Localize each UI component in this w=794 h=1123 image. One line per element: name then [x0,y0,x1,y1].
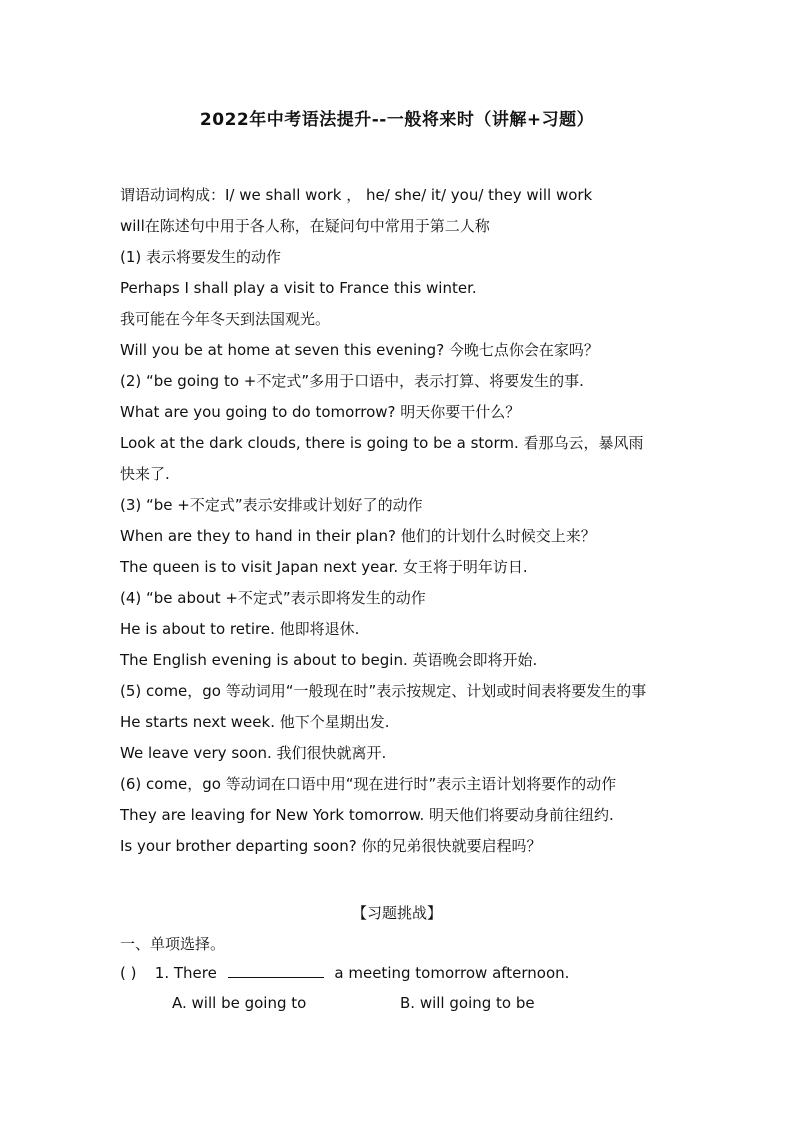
section-label: 一、单项选择。 [120,935,226,953]
question-number: 1. [154,964,170,982]
text-line: (2) “be going to +不定式”多用于口语中，表示打算、将要发生的事. [120,372,584,390]
text-line: The English evening is about to begin. 英语晚会即将开始. [120,651,538,669]
text-line: What are you going to do tomorrow? 明天你要干什么？ [120,403,521,421]
text-line: 谓语动词构成：I/ we shall work ， he/ she/ it/ you/ they will work [120,186,593,204]
document-title: 2022年中考语法提升--一般将来时（讲解+习题） [199,110,595,130]
question-text-after: a meeting tomorrow afternoon. [334,964,570,982]
question-1 [120,963,569,982]
content-lines [120,183,700,865]
option-b[interactable]: B. will going to be [400,994,535,1012]
text-line: Is your brother departing soon? 你的兄弟很快就要启程吗？ [120,837,542,855]
text-line: (5) come，go 等动词用“一般现在时”表示按规定、计划或时间表将要发生的事 [120,682,647,700]
question-text-before: There [173,964,217,982]
text-line: (6) come，go 等动词在口语中用“现在进行时”表示主语计划将要作的动作 [120,775,617,793]
option-a[interactable]: A. will be going to [172,994,307,1012]
text-line: will在陈述句中用于各人称，在疑问句中常用于第二人称 [120,217,490,235]
text-line: Look at the dark clouds, there is going to be a storm. 看那乌云，暴风雨 [120,434,644,452]
text-line: (1) 表示将要发生的动作 [120,248,282,266]
text-line: They are leaving for New York tomorrow. 明天他们将要动身前往纽约. [120,806,614,824]
text-line: The queen is to visit Japan next year. 女王将于明年访日. [120,558,528,576]
text-line: (4) “be about +不定式”表示即将发生的动作 [120,589,426,607]
text-line: We leave very soon. 我们很快就离开. [120,744,387,762]
text-line: 我可能在今年冬天到法国观光。 [120,310,331,328]
text-line: Perhaps I shall play a visit to France this winter. [120,279,477,297]
text-line: He starts next week. 他下个星期出发. [120,713,390,731]
text-line: Will you be at home at seven this evening? 今晚七点你会在家吗？ [120,341,599,359]
answer-blank[interactable] [228,963,324,978]
section-title: 【习题挑战】 [351,904,442,922]
text-line: 快来了. [120,465,170,483]
text-line: He is about to retire. 他即将退休. [120,620,360,638]
answer-paren[interactable]: ( ) [120,964,137,982]
text-line: When are they to hand in their plan? 他们的计划什么时候交上来？ [120,527,596,545]
text-line: (3) “be +不定式”表示安排或计划好了的动作 [120,496,423,514]
